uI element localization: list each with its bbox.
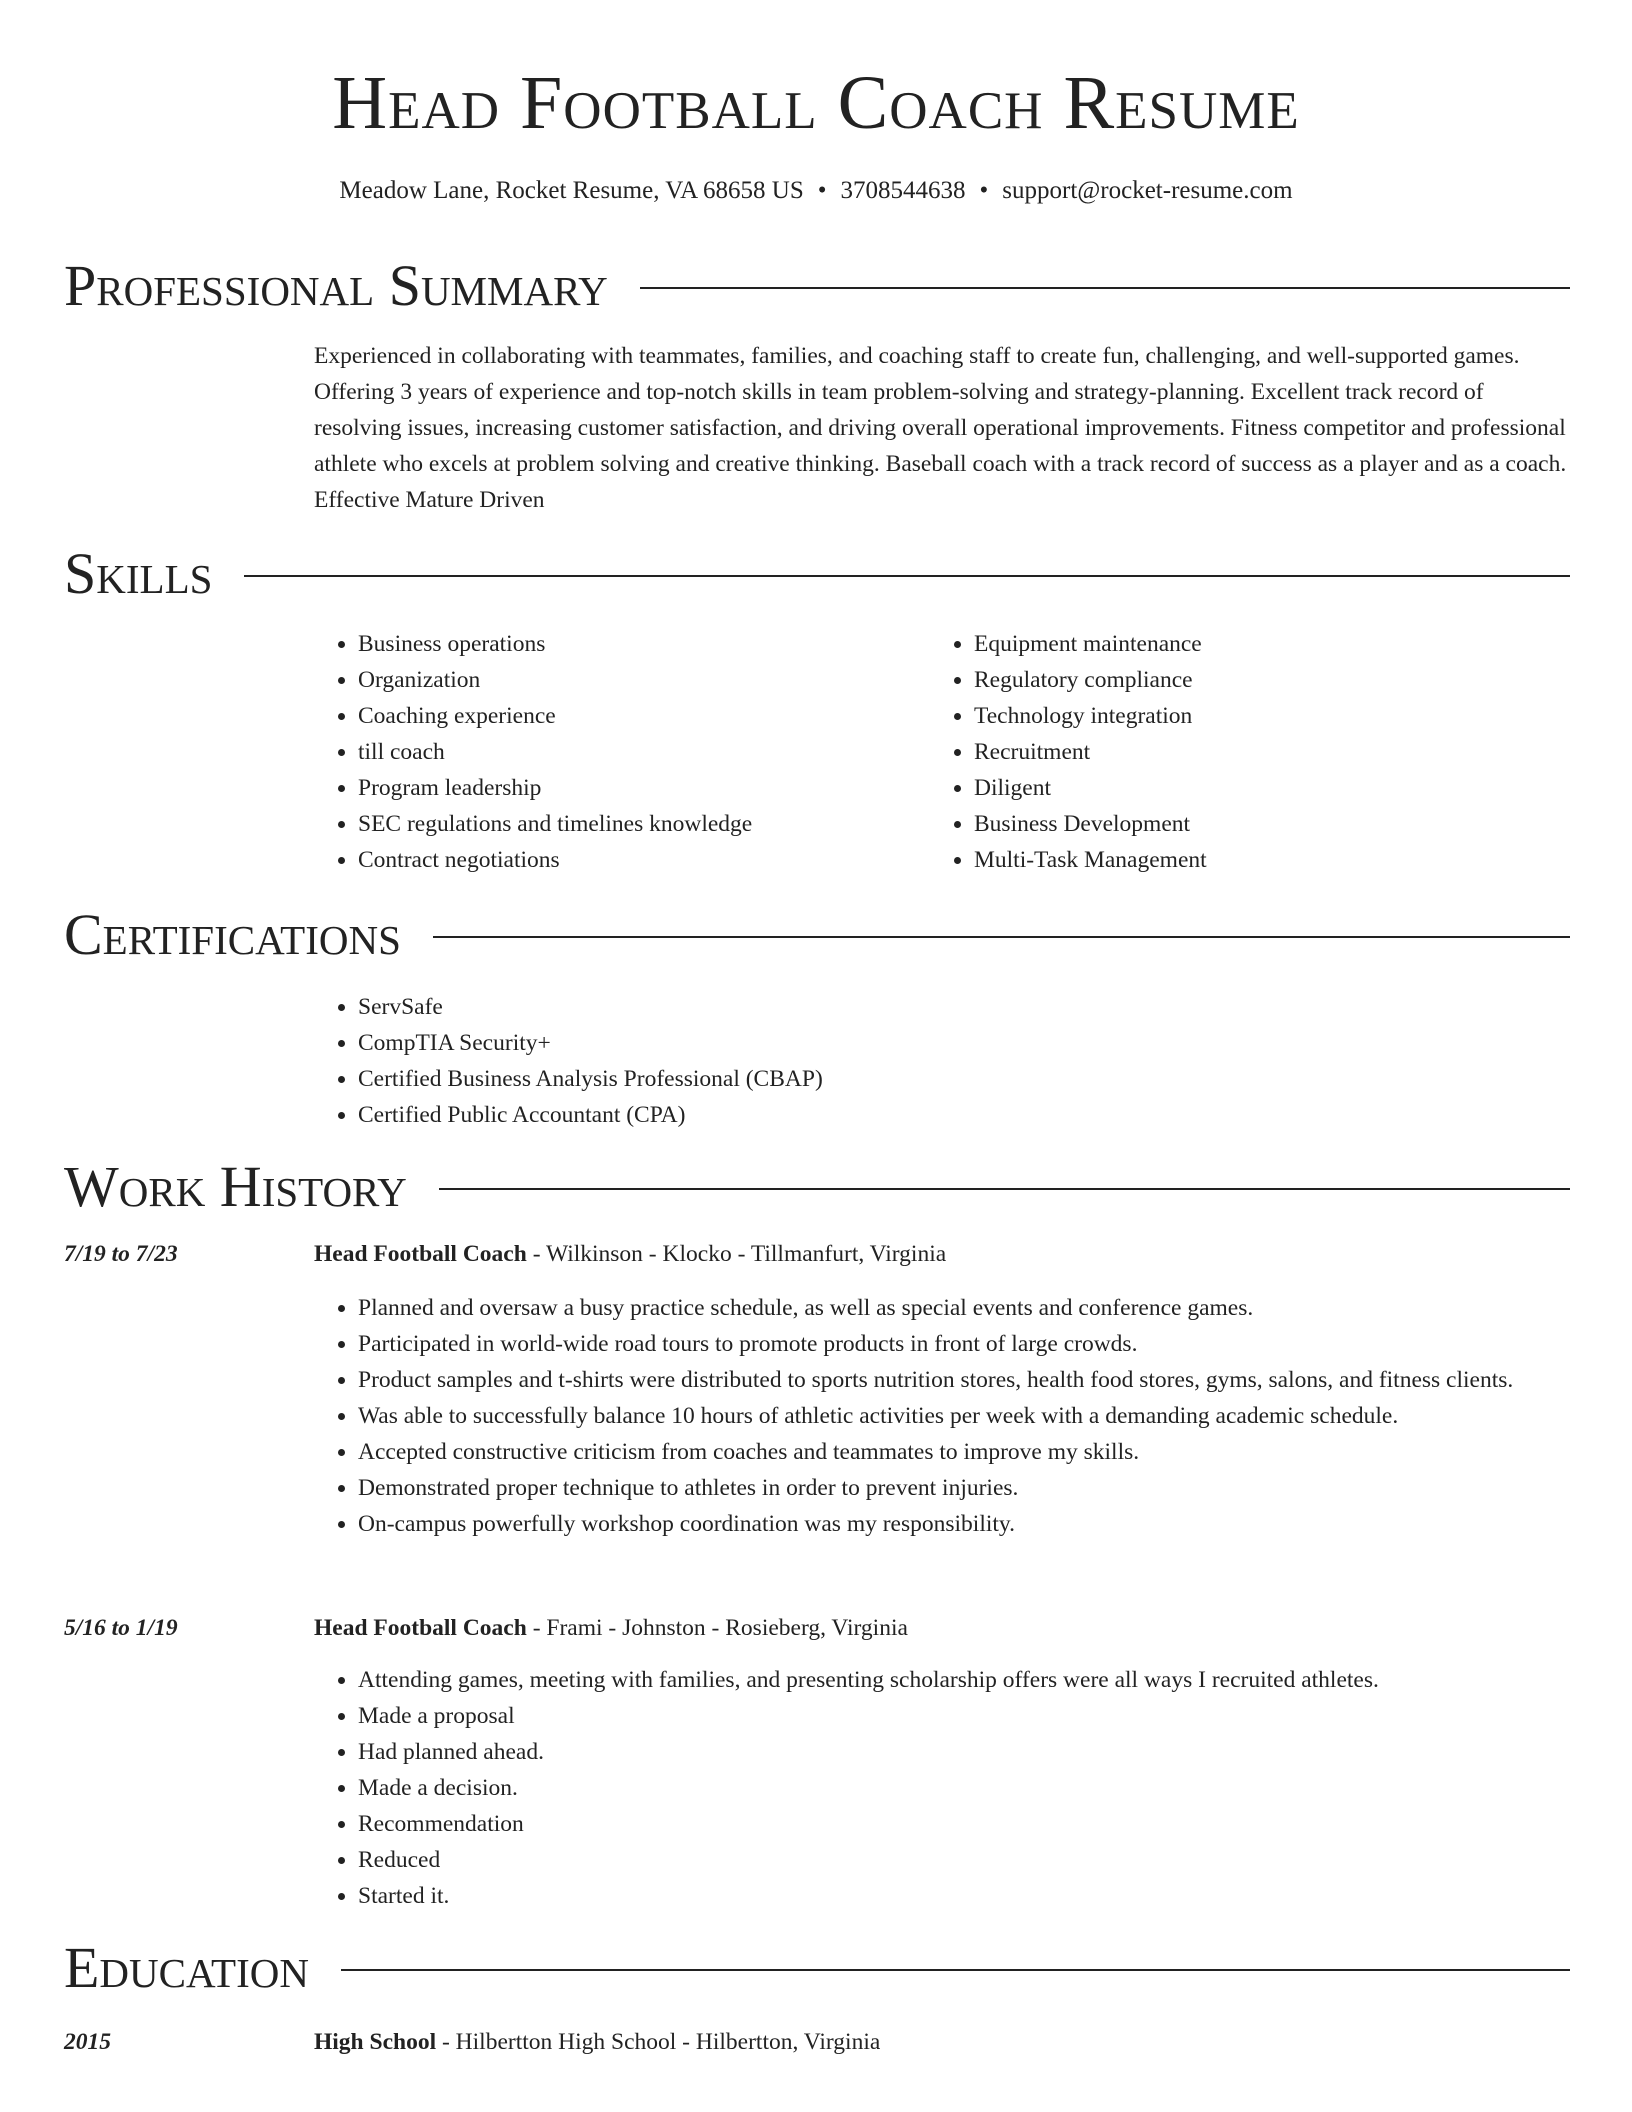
contact-email[interactable]: support@rocket-resume.com — [1002, 177, 1293, 204]
certifications-list-wrap — [314, 989, 823, 1133]
section-title: Certifications — [64, 902, 401, 967]
section-header-certifications — [64, 902, 1570, 968]
job-employer: - Frami - Johnston - Rosieberg, Virginia — [526, 1615, 908, 1641]
certification-item: • Certified Business Analysis Professional (CBAP) — [358, 1061, 823, 1097]
skills-column-right — [930, 626, 1207, 878]
section-title: Education — [64, 1935, 309, 2000]
job-bullet: • Reduced — [358, 1842, 1570, 1878]
certification-item: • ServSafe — [358, 989, 823, 1025]
resume-title: Head Football Coach Resume — [332, 61, 1300, 145]
job-bullet: • Accepted constructive criticism from coaches and teammates to improve my skills. — [358, 1434, 1570, 1470]
job-bullet: • Started it. — [358, 1878, 1570, 1914]
job-bullet-list — [314, 1290, 1570, 1542]
job-heading — [314, 1610, 1570, 1646]
skill-item: • SEC regulations and timelines knowledge — [358, 806, 752, 842]
job-bullet: • Planned and oversaw a busy practice schedule, as well as special events and conference games. — [358, 1290, 1570, 1326]
skill-item: • Contract negotiations — [358, 842, 752, 878]
section-header-work-history — [64, 1154, 1570, 1220]
contact-separator: • — [817, 177, 827, 204]
skill-item: • Multi-Task Management — [974, 842, 1207, 878]
section-header-skills — [64, 541, 1570, 607]
job-bullet: • On-campus powerfully workshop coordination was my responsibility. — [358, 1506, 1570, 1542]
certification-item: • Certified Public Accountant (CPA) — [358, 1097, 823, 1133]
job-bullet-list — [314, 1662, 1570, 1914]
job-bullet: • Had planned ahead. — [358, 1734, 1570, 1770]
job-duties — [314, 1290, 1570, 1542]
job-bullet: • Made a proposal — [358, 1698, 1570, 1734]
skills-column-left — [314, 626, 752, 878]
skill-item: • Equipment maintenance — [974, 626, 1207, 662]
contact-address: Meadow Lane, Rocket Resume, VA 68658 US — [339, 177, 804, 204]
job-bullet: • Participated in world-wide road tours to promote products in front of large crowds. — [358, 1326, 1570, 1362]
job-title: Head Football Coach — [314, 1241, 527, 1267]
summary-text: Experienced in collaborating with teammates, families, and coaching staff to create fun, challenging, and well-supported games. Offering 3 years of experience and top-notch skills in team problem-solving and strategy-planning. Excellent track record of resolving issues, increasing customer satisfaction, and driving overall operational improvements. Fitness competitor and professional athlete who excels at problem solving and creative thinking. Baseball coach with a track record of success as a player and as a coach. Effective Mature Driven — [314, 343, 1567, 513]
skill-item: • Program leadership — [358, 770, 752, 806]
contact-separator: • — [979, 177, 989, 204]
section-title: Professional Summary — [64, 253, 608, 318]
job-bullet: • Recommendation — [358, 1806, 1570, 1842]
skill-item: • Regulatory compliance — [974, 662, 1207, 698]
section-divider — [439, 1188, 1570, 1190]
section-divider — [640, 287, 1570, 289]
section-divider — [433, 936, 1570, 938]
job-dates: 5/16 to 1/19 — [64, 1615, 178, 1641]
skills-list — [314, 626, 752, 878]
skill-item: • Technology integration — [974, 698, 1207, 734]
education-heading — [314, 2024, 1570, 2060]
education-school: - Hilbertton High School - Hilbertton, Virginia — [436, 2029, 881, 2055]
job-bullet: • Made a decision. — [358, 1770, 1570, 1806]
job-heading — [314, 1236, 1570, 1272]
certifications-list — [314, 989, 823, 1133]
job-bullet: • Product samples and t-shirts were distributed to sports nutrition stores, health food stores, gyms, salons, and fitness clients. — [358, 1362, 1570, 1398]
job-duties — [314, 1662, 1570, 1914]
skills-list — [930, 626, 1207, 878]
section-divider — [341, 1969, 1570, 1971]
skill-item: • till coach — [358, 734, 752, 770]
section-divider — [244, 575, 1570, 577]
skill-item: • Business Development — [974, 806, 1207, 842]
section-header-education — [64, 1935, 1570, 2001]
skill-item: • Organization — [358, 662, 752, 698]
skill-item: • Diligent — [974, 770, 1207, 806]
contact-line — [0, 174, 1632, 208]
education-year: 2015 — [64, 2029, 111, 2055]
skill-item: • Business operations — [358, 626, 752, 662]
skill-item: • Recruitment — [974, 734, 1207, 770]
job-bullet: • Attending games, meeting with families, and presenting scholarship offers were all ways I recruited athletes. — [358, 1662, 1570, 1698]
section-title: Work History — [64, 1154, 407, 1219]
contact-phone: 3708544638 — [840, 177, 966, 204]
skill-item: • Coaching experience — [358, 698, 752, 734]
job-dates: 7/19 to 7/23 — [64, 1241, 178, 1267]
job-bullet: • Demonstrated proper technique to athletes in order to prevent injuries. — [358, 1470, 1570, 1506]
section-header-summary — [64, 253, 1570, 319]
section-title: Skills — [64, 541, 213, 606]
job-bullet: • Was able to successfully balance 10 hours of athletic activities per week with a demanding academic schedule. — [358, 1398, 1570, 1434]
job-employer: - Wilkinson - Klocko - Tillmanfurt, Virginia — [526, 1241, 947, 1267]
job-title: Head Football Coach — [314, 1615, 527, 1641]
education-degree: High School — [314, 2029, 437, 2055]
certification-item: • CompTIA Security+ — [358, 1025, 823, 1061]
